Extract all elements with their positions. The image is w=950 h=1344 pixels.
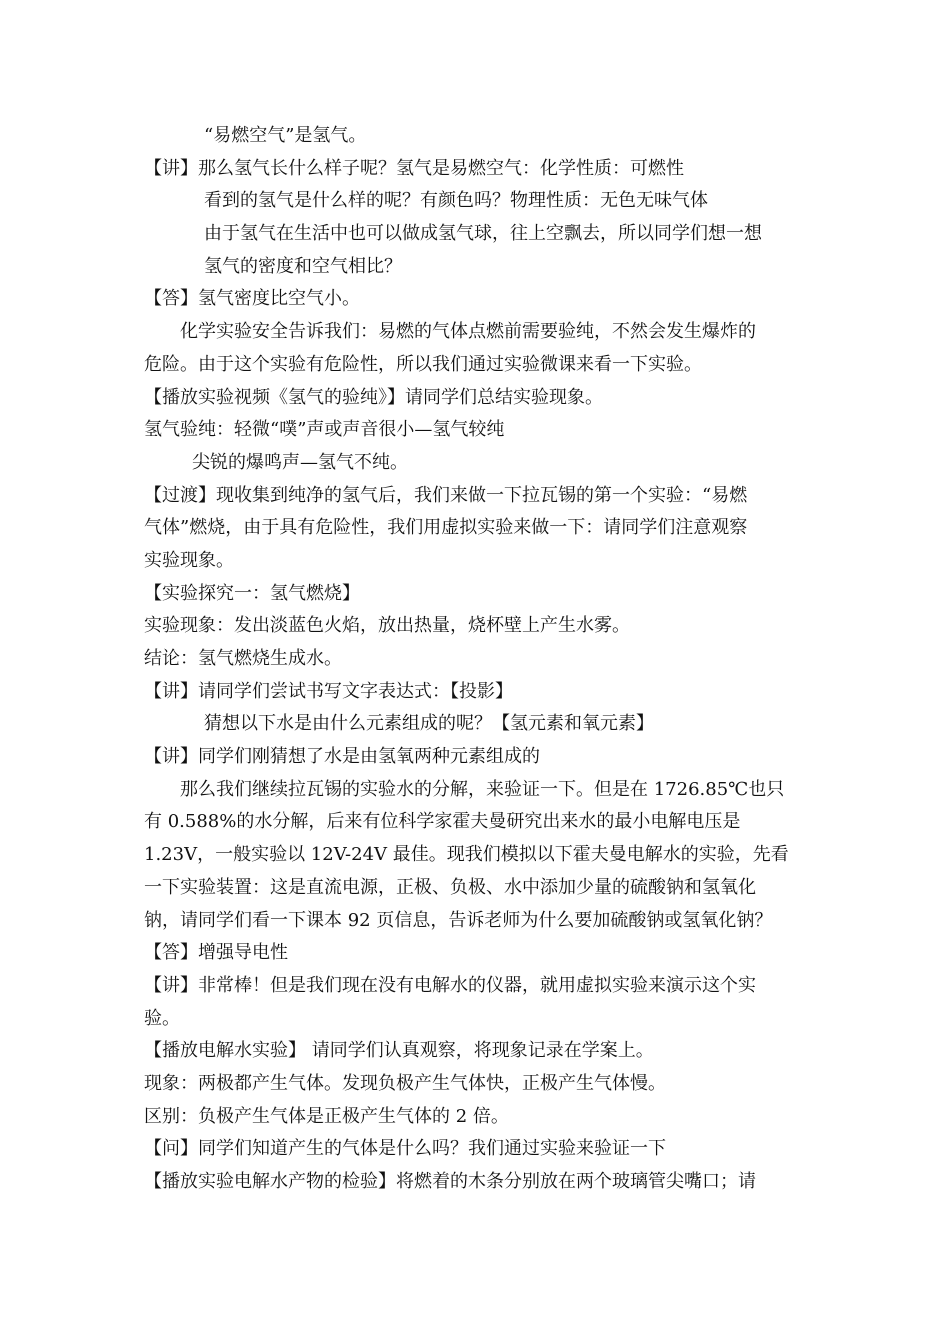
text-line: 【答】增强导电性 [144, 942, 288, 964]
text-line: 氢气的密度和空气相比？ [204, 255, 402, 277]
text-line: 【讲】请同学们尝试书写文字表达式：【投影】 [144, 680, 513, 702]
text-line: 【问】同学们知道产生的气体是什么吗？我们通过实验来验证一下 [144, 1138, 666, 1160]
text-line: 由于氢气在生活中也可以做成氢气球，往上空飘去，所以同学们想一想 [204, 223, 762, 245]
text-line: 尖锐的爆鸣声—氢气不纯。 [192, 451, 408, 473]
text-line: “易燃空气”是氢气。 [204, 125, 367, 146]
document-body [144, 120, 810, 1199]
text-line: 实验现象：发出淡蓝色火焰，放出热量，烧杯壁上产生水雾。 [144, 615, 630, 637]
text-line: 结论：氢气燃烧生成水。 [144, 648, 342, 669]
text-line: 【播放实验视频《氢气的验纯》】请同学们总结实验现象。 [144, 386, 603, 408]
text-line: 【播放电解水实验】 请同学们认真观察，将现象记录在学案上。 [144, 1040, 654, 1062]
text-line: 钠，请同学们看一下课本 92 页信息，告诉老师为什么要加硫酸钠或氢氧化钠？ [144, 909, 773, 931]
text-line: 【讲】那么氢气长什么样子呢？氢气是易燃空气：化学性质：可燃性 [144, 157, 684, 179]
text-line: 实验现象。 [144, 549, 234, 571]
text-line: 看到的氢气是什么样的呢？有颜色吗？物理性质：无色无味气体 [204, 190, 708, 212]
text-line: 现象：两极都产生气体。发现负极产生气体快，正极产生气体慢。 [144, 1072, 666, 1094]
text-line: 【讲】非常棒！但是我们现在没有电解水的仪器，就用虚拟实验来演示这个实 [144, 974, 756, 996]
text-line: 那么我们继续拉瓦锡的实验水的分解，来验证一下。但是在 1726.85℃也只 [180, 778, 785, 800]
text-line: 【实验探究一：氢气燃烧】 [144, 582, 360, 604]
text-line: 验。 [144, 1007, 180, 1029]
text-line: 一下实验装置：这是直流电源，正极、负极、水中添加少量的硫酸钠和氢氧化 [144, 876, 756, 898]
text-line: 化学实验安全告诉我们：易燃的气体点燃前需要验纯，不然会发生爆炸的 [180, 321, 756, 343]
text-line: 气体”燃烧，由于具有危险性，我们用虚拟实验来做一下：请同学们注意观察 [144, 517, 748, 539]
text-line: 猜想以下水是由什么元素组成的呢？【氢元素和氧元素】 [204, 713, 654, 735]
text-line: 氢气验纯：轻微“噗”声或声音很小—氢气较纯 [144, 419, 505, 441]
text-line: 1.23V，一般实验以 12V-24V 最佳。现我们模拟以下霍夫曼电解水的实验，先看 [144, 844, 789, 866]
text-line: 【播放实验电解水产物的检验】将燃着的木条分别放在两个玻璃管尖嘴口；请 [144, 1171, 756, 1192]
text-line: 区别：负极产生气体是正极产生气体的 2 倍。 [144, 1105, 509, 1127]
text-line: 有 0.588%的水分解，后来有位科学家霍夫曼研究出来水的最小电解电压是 [144, 811, 741, 833]
text-line: 【讲】同学们刚猜想了水是由氢氧两种元素组成的 [144, 746, 540, 768]
text-line: 危险。由于这个实验有危险性，所以我们通过实验微课来看一下实验。 [144, 353, 702, 375]
text-line: 【答】氢气密度比空气小。 [144, 288, 360, 310]
text-line: 【过渡】现收集到纯净的氢气后，我们来做一下拉瓦锡的第一个实验：“易燃 [144, 484, 748, 506]
